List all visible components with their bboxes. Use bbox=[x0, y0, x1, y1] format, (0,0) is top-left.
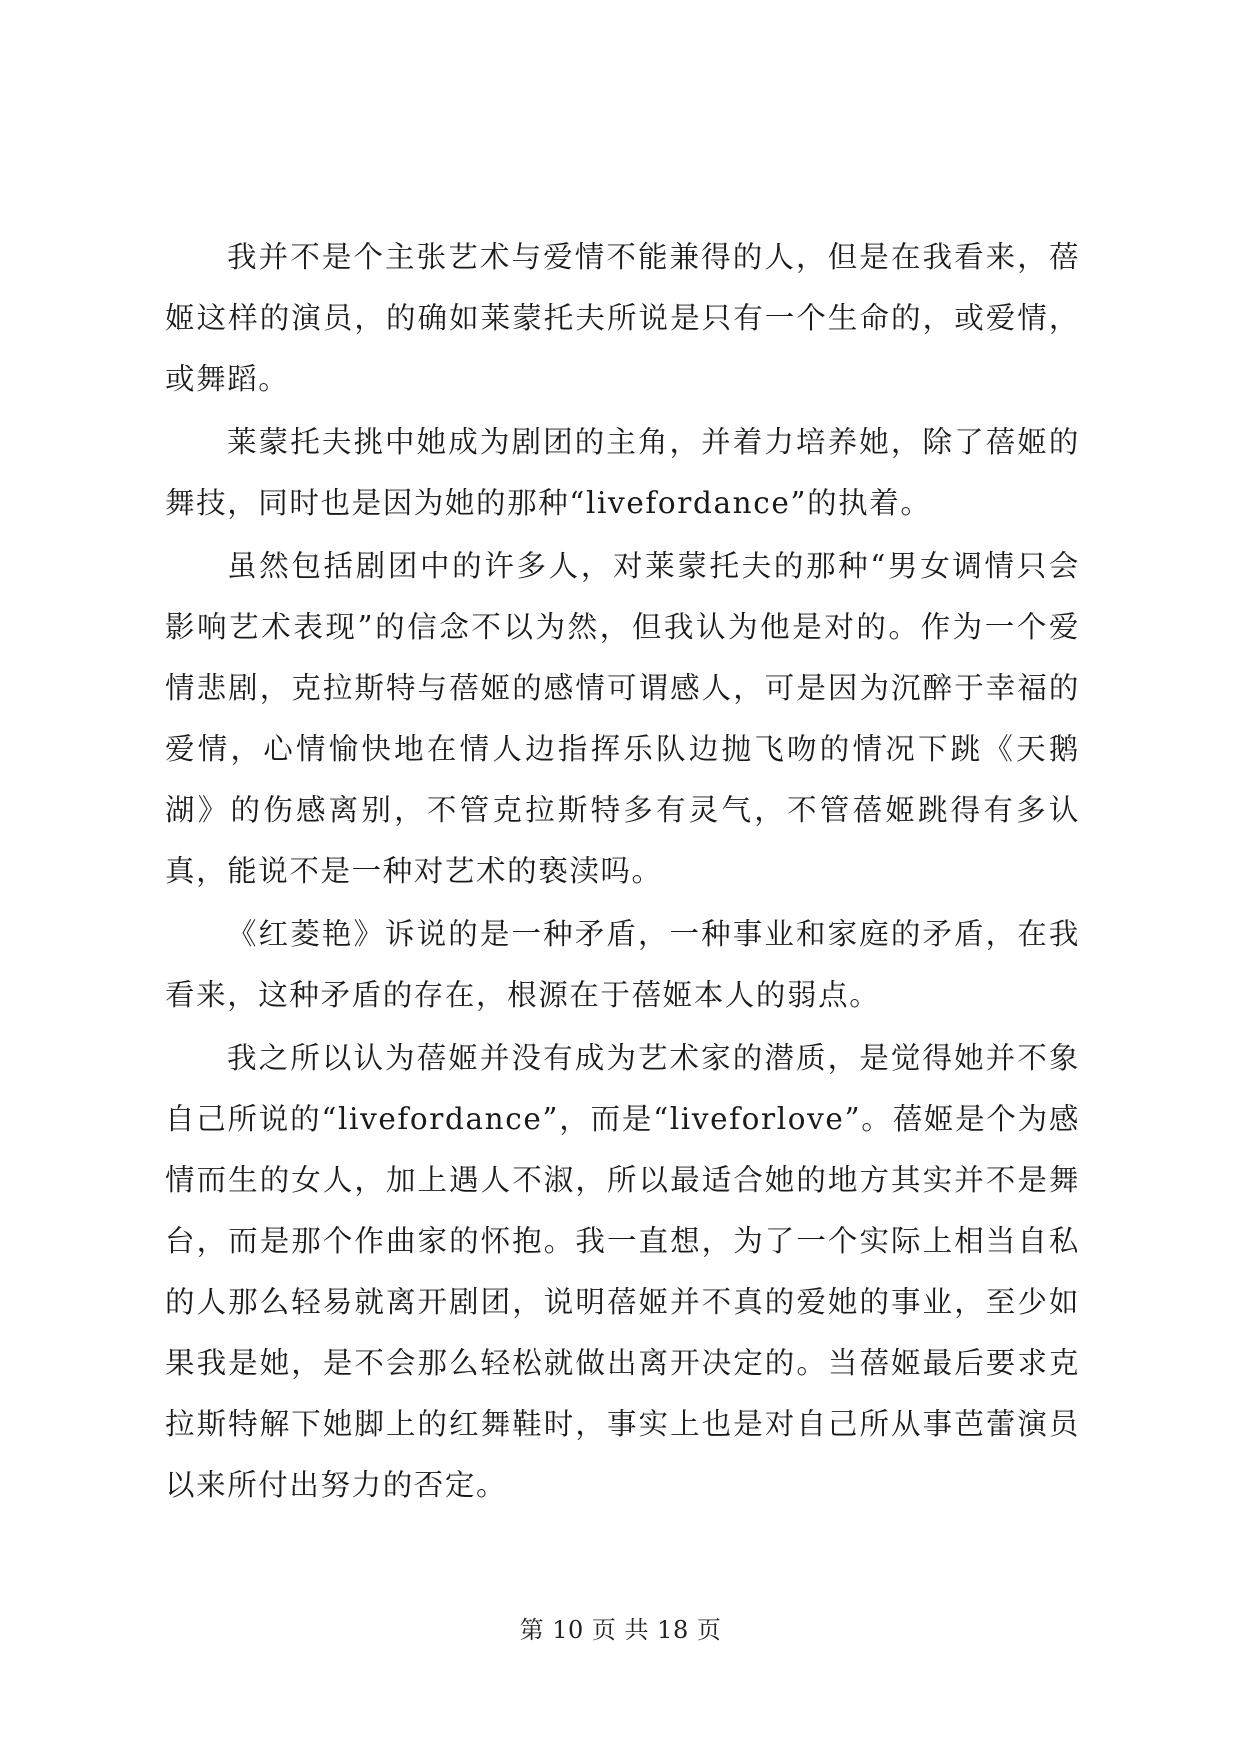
paragraph-5: 我之所以认为蓓姬并没有成为艺术家的潜质，是觉得她并不象自己所说的“livefordance”，而是“liveforlove”。蓓姬是个为感情而生的女人，加上遇人不淑，所以最适合她的地方其实并不是舞台，而是那个作曲家的怀抱。我一直想，为了一个实际上相当自私的人那么轻易就离开剧团，说明蓓姬并不真的爱她的事业，至少如果我是她，是不会那么轻松就做出离开决定的。当蓓姬最后要求克拉斯特解下她脚上的红舞鞋时，事实上也是对自己所从事芭蕾演员以来所付出努力的否定。 bbox=[165, 1041, 1080, 1502]
paragraph-1: 我并不是个主张艺术与爱情不能兼得的人，但是在我看来，蓓姬这样的演员，的确如莱蒙托夫所说是只有一个生命的，或爱情，或舞蹈。 bbox=[165, 240, 1080, 396]
document-body bbox=[165, 227, 1080, 1518]
paragraph-4: 《红菱艳》诉说的是一种矛盾，一种事业和家庭的矛盾，在我看来，这种矛盾的存在，根源在于蓓姬本人的弱点。 bbox=[165, 917, 1080, 1012]
paragraph-2: 莱蒙托夫挑中她成为剧团的主角，并着力培养她，除了蓓姬的舞技，同时也是因为她的那种“livefordance”的执着。 bbox=[165, 425, 1080, 520]
paragraph-3: 虽然包括剧团中的许多人，对莱蒙托夫的那种“男女调情只会影响艺术表现”的信念不以为然，但我认为他是对的。作为一个爱情悲剧，克拉斯特与蓓姬的感情可谓感人，可是因为沉醉于幸福的爱情，心情愉快地在情人边指挥乐队边抛飞吻的情况下跳《天鹅湖》的伤感离别，不管克拉斯特多有灵气，不管蓓姬跳得有多认真，能说不是一种对艺术的亵渎吗。 bbox=[165, 549, 1080, 888]
page-number-label: 第 10 页 共 18 页 bbox=[519, 1616, 722, 1644]
page-footer bbox=[0, 1614, 1241, 1646]
